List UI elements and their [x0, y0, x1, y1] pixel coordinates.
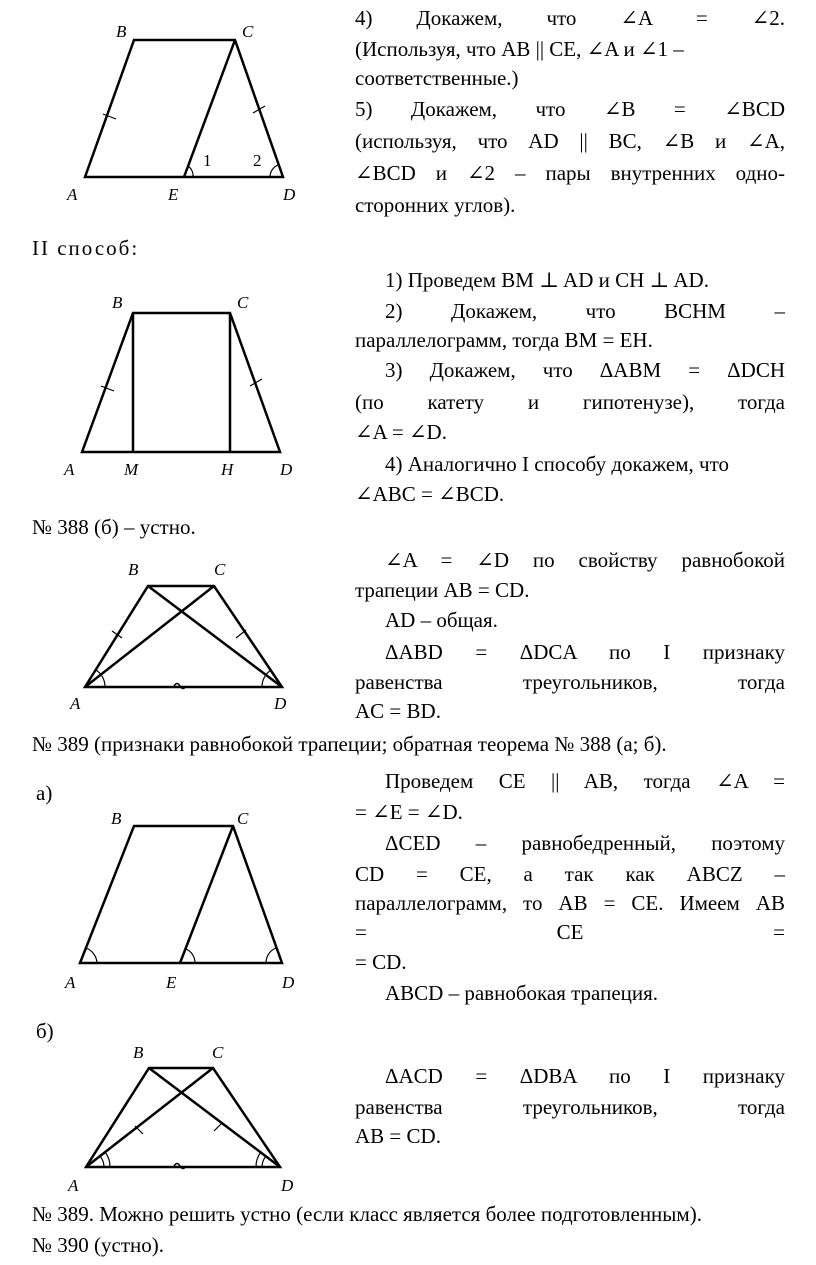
fig4-label-b: B	[111, 809, 122, 828]
task388b-line3: AD – общая.	[385, 608, 498, 632]
method2-step3-line3: ∠A = ∠D.	[355, 420, 447, 444]
method1-step5-line2: (используя, что AD || BC, ∠B и ∠A,	[355, 129, 785, 153]
fig5-label-c: C	[212, 1043, 224, 1062]
method1-step4-line3: соответственные.)	[355, 66, 519, 90]
fig5-label-d: D	[281, 1176, 294, 1195]
task388b-line1: ∠A = ∠D по свойству равнобокой	[385, 548, 785, 572]
task389b-line3: AB = CD.	[355, 1124, 441, 1148]
fig2-label-c: C	[237, 293, 249, 312]
fig3-label-d: D	[274, 694, 287, 713]
task388b-heading: № 388 (б) – устно.	[32, 515, 196, 539]
fig1-label-2: 2	[253, 151, 262, 170]
fig3-label-b: B	[128, 560, 139, 579]
trapezoid-abcd	[86, 1068, 280, 1167]
method1-step5-line1: 5) Докажем, что ∠B = ∠BCD	[355, 97, 785, 121]
figure-trapezoid-4	[80, 826, 282, 963]
task389a-line8: ABCD – равнобокая трапеция.	[385, 981, 659, 1005]
fig2-label-d: D	[280, 460, 293, 479]
method1-step4-line2: (Используя, что AB || CE, ∠A и ∠1 –	[355, 37, 684, 61]
arc-angle-d-2	[256, 1152, 261, 1167]
fig2-label-h: H	[221, 460, 234, 479]
fig2-label-m: M	[124, 460, 139, 479]
arc-angle-a-1	[100, 1156, 104, 1167]
trapezoid-abcd	[85, 586, 282, 687]
fig5-label-a: A	[68, 1176, 79, 1195]
task389-heading: № 389 (признаки равнобокой трапеции; обратная теорема № 388 (а; б).	[32, 732, 667, 756]
footer-line2: № 390 (устно).	[32, 1233, 165, 1257]
task388b-line4: ΔABD = ΔDCA по I признаку	[385, 640, 785, 664]
fig1-label-d: D	[283, 185, 296, 204]
fig4-label-c: C	[237, 809, 249, 828]
method2-step3-line1: 3) Докажем, что ΔABM = ΔDCH	[385, 358, 785, 382]
diagonal-ac	[85, 586, 214, 687]
arc-angle-a	[86, 948, 97, 963]
task389a-line7: = CD.	[355, 950, 407, 974]
task389-label-a: а)	[36, 781, 53, 805]
footer-line1: № 389. Можно решить устно (если класс является более подготовленным).	[32, 1202, 702, 1226]
task389a-line3: ΔCED – равнобедренный, поэтому	[385, 831, 785, 855]
task388b-line5: равенства треугольников, тогда	[355, 670, 785, 694]
task388b-line2: трапеции AB = CD.	[355, 578, 530, 602]
fig4-label-a: A	[65, 973, 76, 992]
trapezoid-abcd	[82, 313, 280, 452]
method2-step4-line1: 4) Аналогично I способу докажем, что	[385, 452, 730, 476]
method1-step4-line1: 4) Докажем, что ∠A = ∠2.	[355, 6, 785, 30]
method2-step2-line1: 2) Докажем, что BCHM –	[385, 299, 785, 323]
fig1-label-a: A	[67, 185, 78, 204]
arc-angle-d	[266, 948, 276, 963]
method2-step2-line2: параллелограмм, тогда BM = EH.	[355, 328, 653, 352]
tick-ab	[101, 386, 114, 391]
method2-step4-line2: ∠ABC = ∠BCD.	[355, 482, 505, 506]
fig1-label-1: 1	[203, 151, 212, 170]
task389a-line2: = ∠E = ∠D.	[355, 800, 463, 824]
fig4-label-e: E	[166, 973, 177, 992]
fig3-label-a: A	[70, 694, 81, 713]
method1-step5-line4: сторонних углов).	[355, 193, 516, 217]
method2-step1: 1) Проведем BM ⊥ AD и CH ⊥ AD.	[385, 268, 709, 292]
figure-trapezoid-3	[85, 586, 282, 689]
segment-ce	[180, 826, 233, 963]
method2-step3-line2: (по катету и гипотенузе), тогда	[355, 390, 785, 414]
task389a-line6: = CE =	[355, 920, 785, 944]
arc-angle-2	[270, 165, 278, 177]
task389a-line5: параллелограмм, то AB = CE. Имеем AB	[355, 891, 785, 915]
fig1-label-e: E	[168, 185, 179, 204]
task389-label-b: б)	[36, 1019, 54, 1043]
method1-step5-line3: ∠BCD и ∠2 – пары внутренних одно-	[355, 161, 785, 185]
fig4-label-d: D	[282, 973, 295, 992]
fig5-label-b: B	[133, 1043, 144, 1062]
arc-angle-e	[186, 949, 195, 963]
figure-trapezoid-5	[86, 1068, 280, 1169]
task389b-line2: равенства треугольников, тогда	[355, 1095, 785, 1119]
task389a-line1: Проведем CE || AB, тогда ∠A =	[385, 769, 785, 793]
fig1-label-b: B	[116, 22, 127, 41]
task389b-line1: ΔACD = ΔDBA по I признаку	[385, 1064, 785, 1088]
fig2-label-b: B	[112, 293, 123, 312]
fig2-label-a: A	[64, 460, 75, 479]
arc-angle-d-1	[262, 1156, 266, 1167]
diagonal-bd	[148, 586, 282, 687]
tick-bd	[214, 1123, 222, 1131]
task389a-line4: CD = CE, а так как ABCZ –	[355, 862, 785, 886]
arc-angle-a-2	[105, 1152, 110, 1167]
task388b-line6: AC = BD.	[355, 699, 441, 723]
tick-cd	[236, 630, 246, 638]
figure-trapezoid-2	[82, 313, 280, 452]
trapezoid-abcd	[80, 826, 282, 963]
fig1-label-c: C	[242, 22, 254, 41]
fig3-label-c: C	[214, 560, 226, 579]
method2-heading: II способ:	[32, 236, 140, 260]
